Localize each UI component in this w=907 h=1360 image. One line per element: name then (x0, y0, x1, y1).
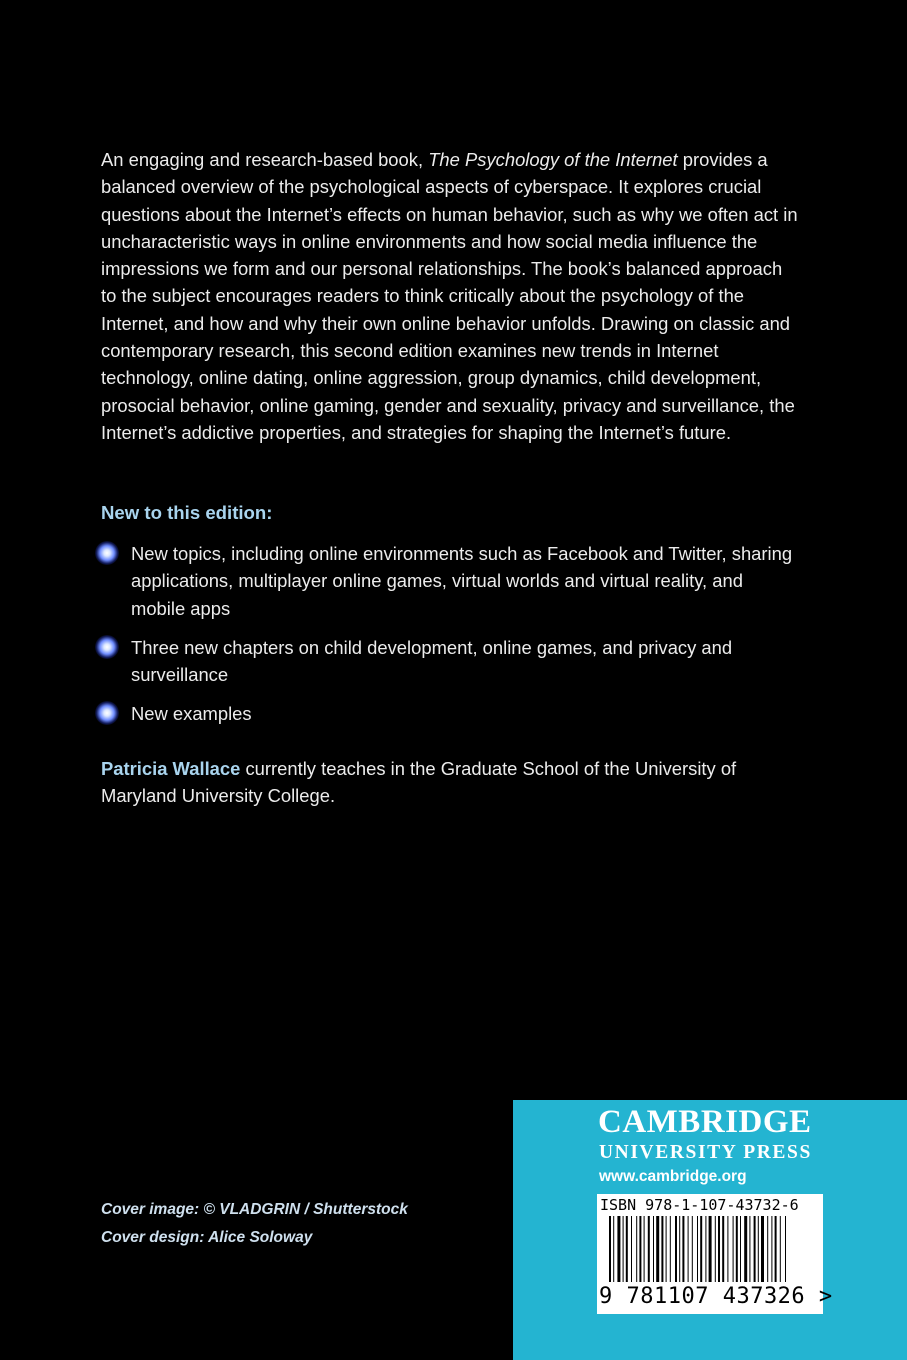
publisher-logo-name: CAMBRIDGE (598, 1104, 812, 1140)
list-item: New examples (101, 700, 801, 727)
publisher-url: www.cambridge.org (599, 1168, 747, 1185)
author-description: currently teaches in the Graduate School of the University of Maryland University College. (101, 758, 737, 807)
author-name: Patricia Wallace (101, 758, 241, 779)
glowing-bullet-icon (95, 701, 119, 725)
new-edition-heading: New to this edition: (101, 502, 273, 523)
glowing-bullet-icon (95, 635, 119, 659)
book-title: The Psychology of the Internet (428, 149, 678, 170)
author-bio (101, 755, 801, 810)
cover-credits (101, 1196, 408, 1252)
isbn-label: ISBN 978-1-107-43732-6 (600, 1196, 799, 1214)
barcode-digits: 9 781107 437326 > (599, 1284, 833, 1309)
description-body: provides a balanced overview of the psychological aspects of cyberspace. It explores crucial questions about the Internet’s effects on human behavior, such as why we often act in uncharacteristic ways in online environments and how social media influence the impressions we form and our personal relationships. The book’s balanced approach to the subject encourages readers to think critically about the psychology of the Internet, and how and why their own online behavior unfolds. Drawing on classic and contemporary research, this second edition examines new trends in Internet technology, online dating, online aggression, group dynamics, child development, prosocial behavior, online gaming, gender and sexuality, privacy and surveillance, the Internet’s addictive properties, and strategies for shaping the Internet’s future. (101, 149, 798, 443)
book-description (101, 146, 801, 446)
list-item: Three new chapters on child development, online games, and privacy and surveillance (101, 634, 801, 689)
cover-image-credit: Cover image: © VLADGRIN / Shutterstock (101, 1201, 408, 1218)
barcode-icon (597, 1216, 823, 1286)
new-edition-list (101, 540, 801, 740)
isbn-barcode (597, 1194, 833, 1314)
description-intro: An engaging and research-based book, (101, 149, 429, 170)
glowing-bullet-icon (95, 541, 119, 565)
publisher-panel (513, 1100, 907, 1360)
list-item: New topics, including online environments such as Facebook and Twitter, sharing applications, multiplayer online games, virtual worlds and virtual reality, and mobile apps (101, 540, 801, 622)
publisher-logo-sub: UNIVERSITY PRESS (599, 1142, 812, 1163)
cover-design-credit: Cover design: Alice Soloway (101, 1229, 313, 1246)
